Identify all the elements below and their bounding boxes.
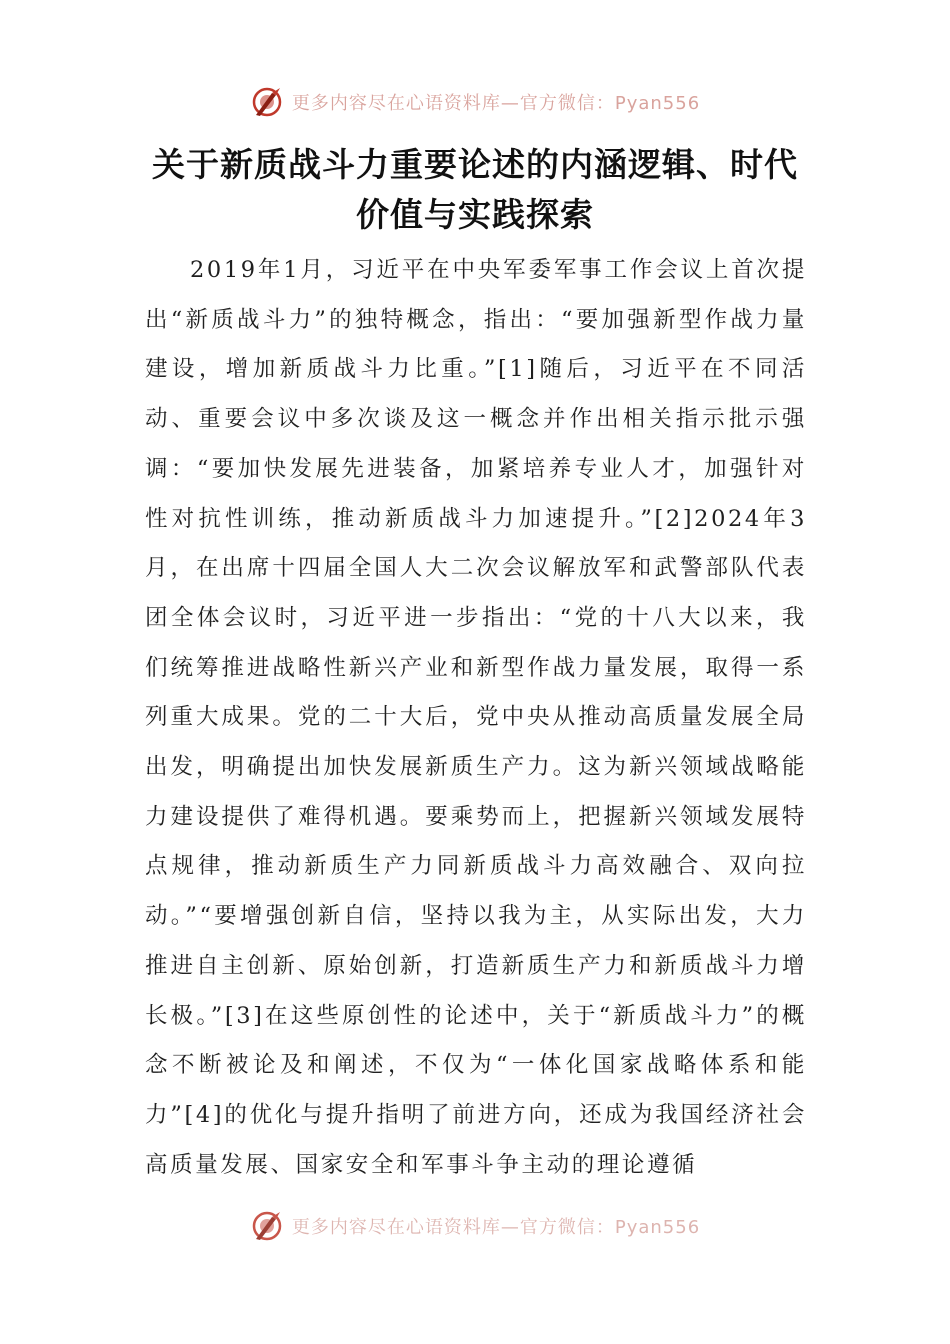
document-title: 关于新质战斗力重要论述的内涵逻辑、时代价值与实践探索 <box>152 145 798 234</box>
quill-logo-icon <box>250 1209 284 1243</box>
watermark-text: 更多内容尽在心语资料库—官方微信：Pyan556 <box>291 1217 701 1238</box>
body-paragraph: 2019年1月，习近平在中央军委军事工作会议上首次提出“新质战斗力”的独特概念，指出：“要加强新型作战力量建设，增加新质战斗力比重。”[1]随后，习近平在不同活动、重要会议中多次谈及这一概念并作出相关指示批示强调：“要加快发展先进装备，加紧培养专业人才，加强针对性对抗性训练，推动新质战斗力加速提升。”[2]2024年3月，在出席十四届全国人大二次会议解放军和武警部队代表团全体会议时，习近平进一步指出：“党的十八大以来，我们统筹推进战略性新兴产业和新型作战力量发展，取得一系列重大成果。党的二十大后，党中央从推动高质量发展全局出发，明确提出加快发展新质生产力。这为新兴领域战略能力建设提供了难得机遇。要乘势而上，把握新兴领域发展特点规律，推动新质生产力同新质战斗力高效融合、双向拉动。”“要增强创新自信，坚持以我为主，从实际出发，大力推进自主创新、原始创新，打造新质生产力和新质战斗力增长极。”[3]在这些原创性的论述中，关于“新质战斗力”的概念不断被论及和阐述，不仅为“一体化国家战略体系和能力”[4]的优化与提升指明了前进方向，还成为我国经济社会高质量发展、国家安全和军事斗争主动的理论遵循 <box>145 257 807 1178</box>
watermark-text: 更多内容尽在心语资料库—官方微信：Pyan556 <box>291 93 701 114</box>
quill-logo-icon <box>250 85 284 119</box>
footer-watermark <box>0 1206 950 1246</box>
header-watermark <box>0 82 950 122</box>
